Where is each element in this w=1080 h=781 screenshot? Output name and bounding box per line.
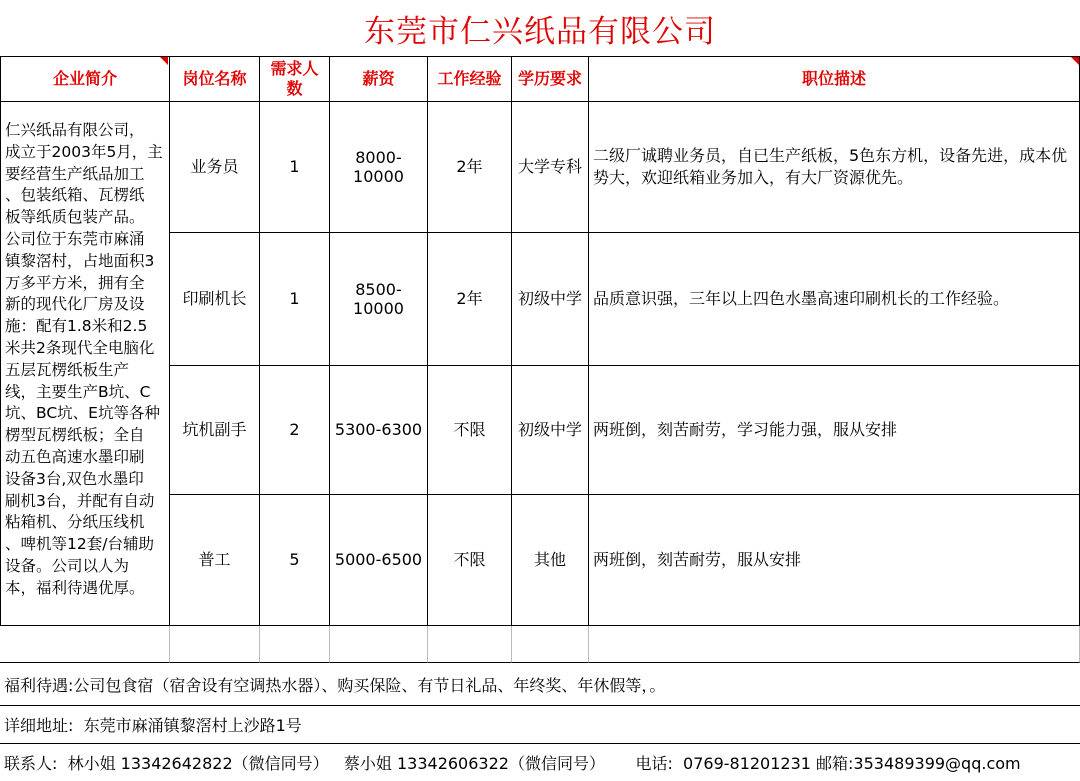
job-count: 5 [260,495,330,626]
job-salary: 8500-10000 [330,233,428,366]
company-intro: 仁兴纸品有限公司， 成立于2003年5月，主 要经营生产纸品加工 、包装纸箱、瓦楞纸 板等纸质包装产品。 公司位于东莞市麻涌 镇黎滘村，占地面积3 万多平方米，拥有全 新的现代化厂房及设 施：配有1.8米和2.5 米共2条现代全电脑化 五层瓦楞纸板生产 线，主要生产B坑、C 坑、BC坑、E坑等各种 楞型瓦楞纸板；全自 动五色高速水墨印刷 设备3台,双色水墨印 刷机3台，并配有自动 粘箱机、分纸压线机 、啤机等12套/台辅助 设备。公司以人为 本，福利待遇优厚。 [0,102,170,626]
job-description: 两班倒，刻苦耐劳，服从安排 [589,495,1080,626]
header-experience: 工作经验 [428,56,512,102]
job-salary: 5300-6300 [330,366,428,495]
job-count: 1 [260,102,330,233]
job-description: 品质意识强，三年以上四色水墨高速印刷机长的工作经验。 [589,233,1080,366]
header-salary: 薪资 [330,56,428,102]
header-intro: 企业简介 [0,56,170,102]
empty-cell [330,626,428,663]
job-experience: 2年 [428,102,512,233]
job-position: 印刷机长 [170,233,260,366]
header-count: 需求人 数 [260,56,330,102]
job-position: 普工 [170,495,260,626]
empty-cell [512,626,589,663]
comment-marker-icon [160,57,168,65]
job-salary: 8000-10000 [330,102,428,233]
job-experience: 不限 [428,495,512,626]
job-position: 坑机副手 [170,366,260,495]
job-position: 业务员 [170,102,260,233]
job-experience: 不限 [428,366,512,495]
job-education: 大学专科 [512,102,589,233]
empty-cell [428,626,512,663]
job-count: 2 [260,366,330,495]
job-experience: 2年 [428,233,512,366]
header-position: 岗位名称 [170,56,260,102]
job-count: 1 [260,233,330,366]
header-education: 学历要求 [512,56,589,102]
benefits-row: 福利待遇:公司包食宿（宿舍设有空调热水器）、购买保险、有节日礼品、年终奖、年休假等，。 [0,663,1080,706]
comment-marker-icon [1071,57,1079,65]
job-salary: 5000-6500 [330,495,428,626]
job-description: 二级厂诚聘业务员，自已生产纸板，5色东方机，设备先进，成本优势大，欢迎纸箱业务加入，有大厂资源优先。 [589,102,1080,233]
job-education: 初级中学 [512,366,589,495]
empty-cell [260,626,330,663]
job-education: 初级中学 [512,233,589,366]
empty-cell [170,626,260,663]
empty-cell [0,626,170,663]
contact-row: 联系人: 林小姐 13342642822（微信同号） 蔡小姐 13342606322（微信同号） 电话: 0769-81201231 邮箱:353489399@qq.com [4,754,1021,773]
job-education: 其他 [512,495,589,626]
address-row: 详细地址: 东莞市麻涌镇黎滘村上沙路1号 [0,706,1080,744]
job-description: 两班倒，刻苦耐劳，学习能力强，服从安排 [589,366,1080,495]
company-title: 东莞市仁兴纸品有限公司 [0,0,1080,57]
empty-cell [589,626,1080,663]
header-description: 职位描述 [589,56,1080,102]
